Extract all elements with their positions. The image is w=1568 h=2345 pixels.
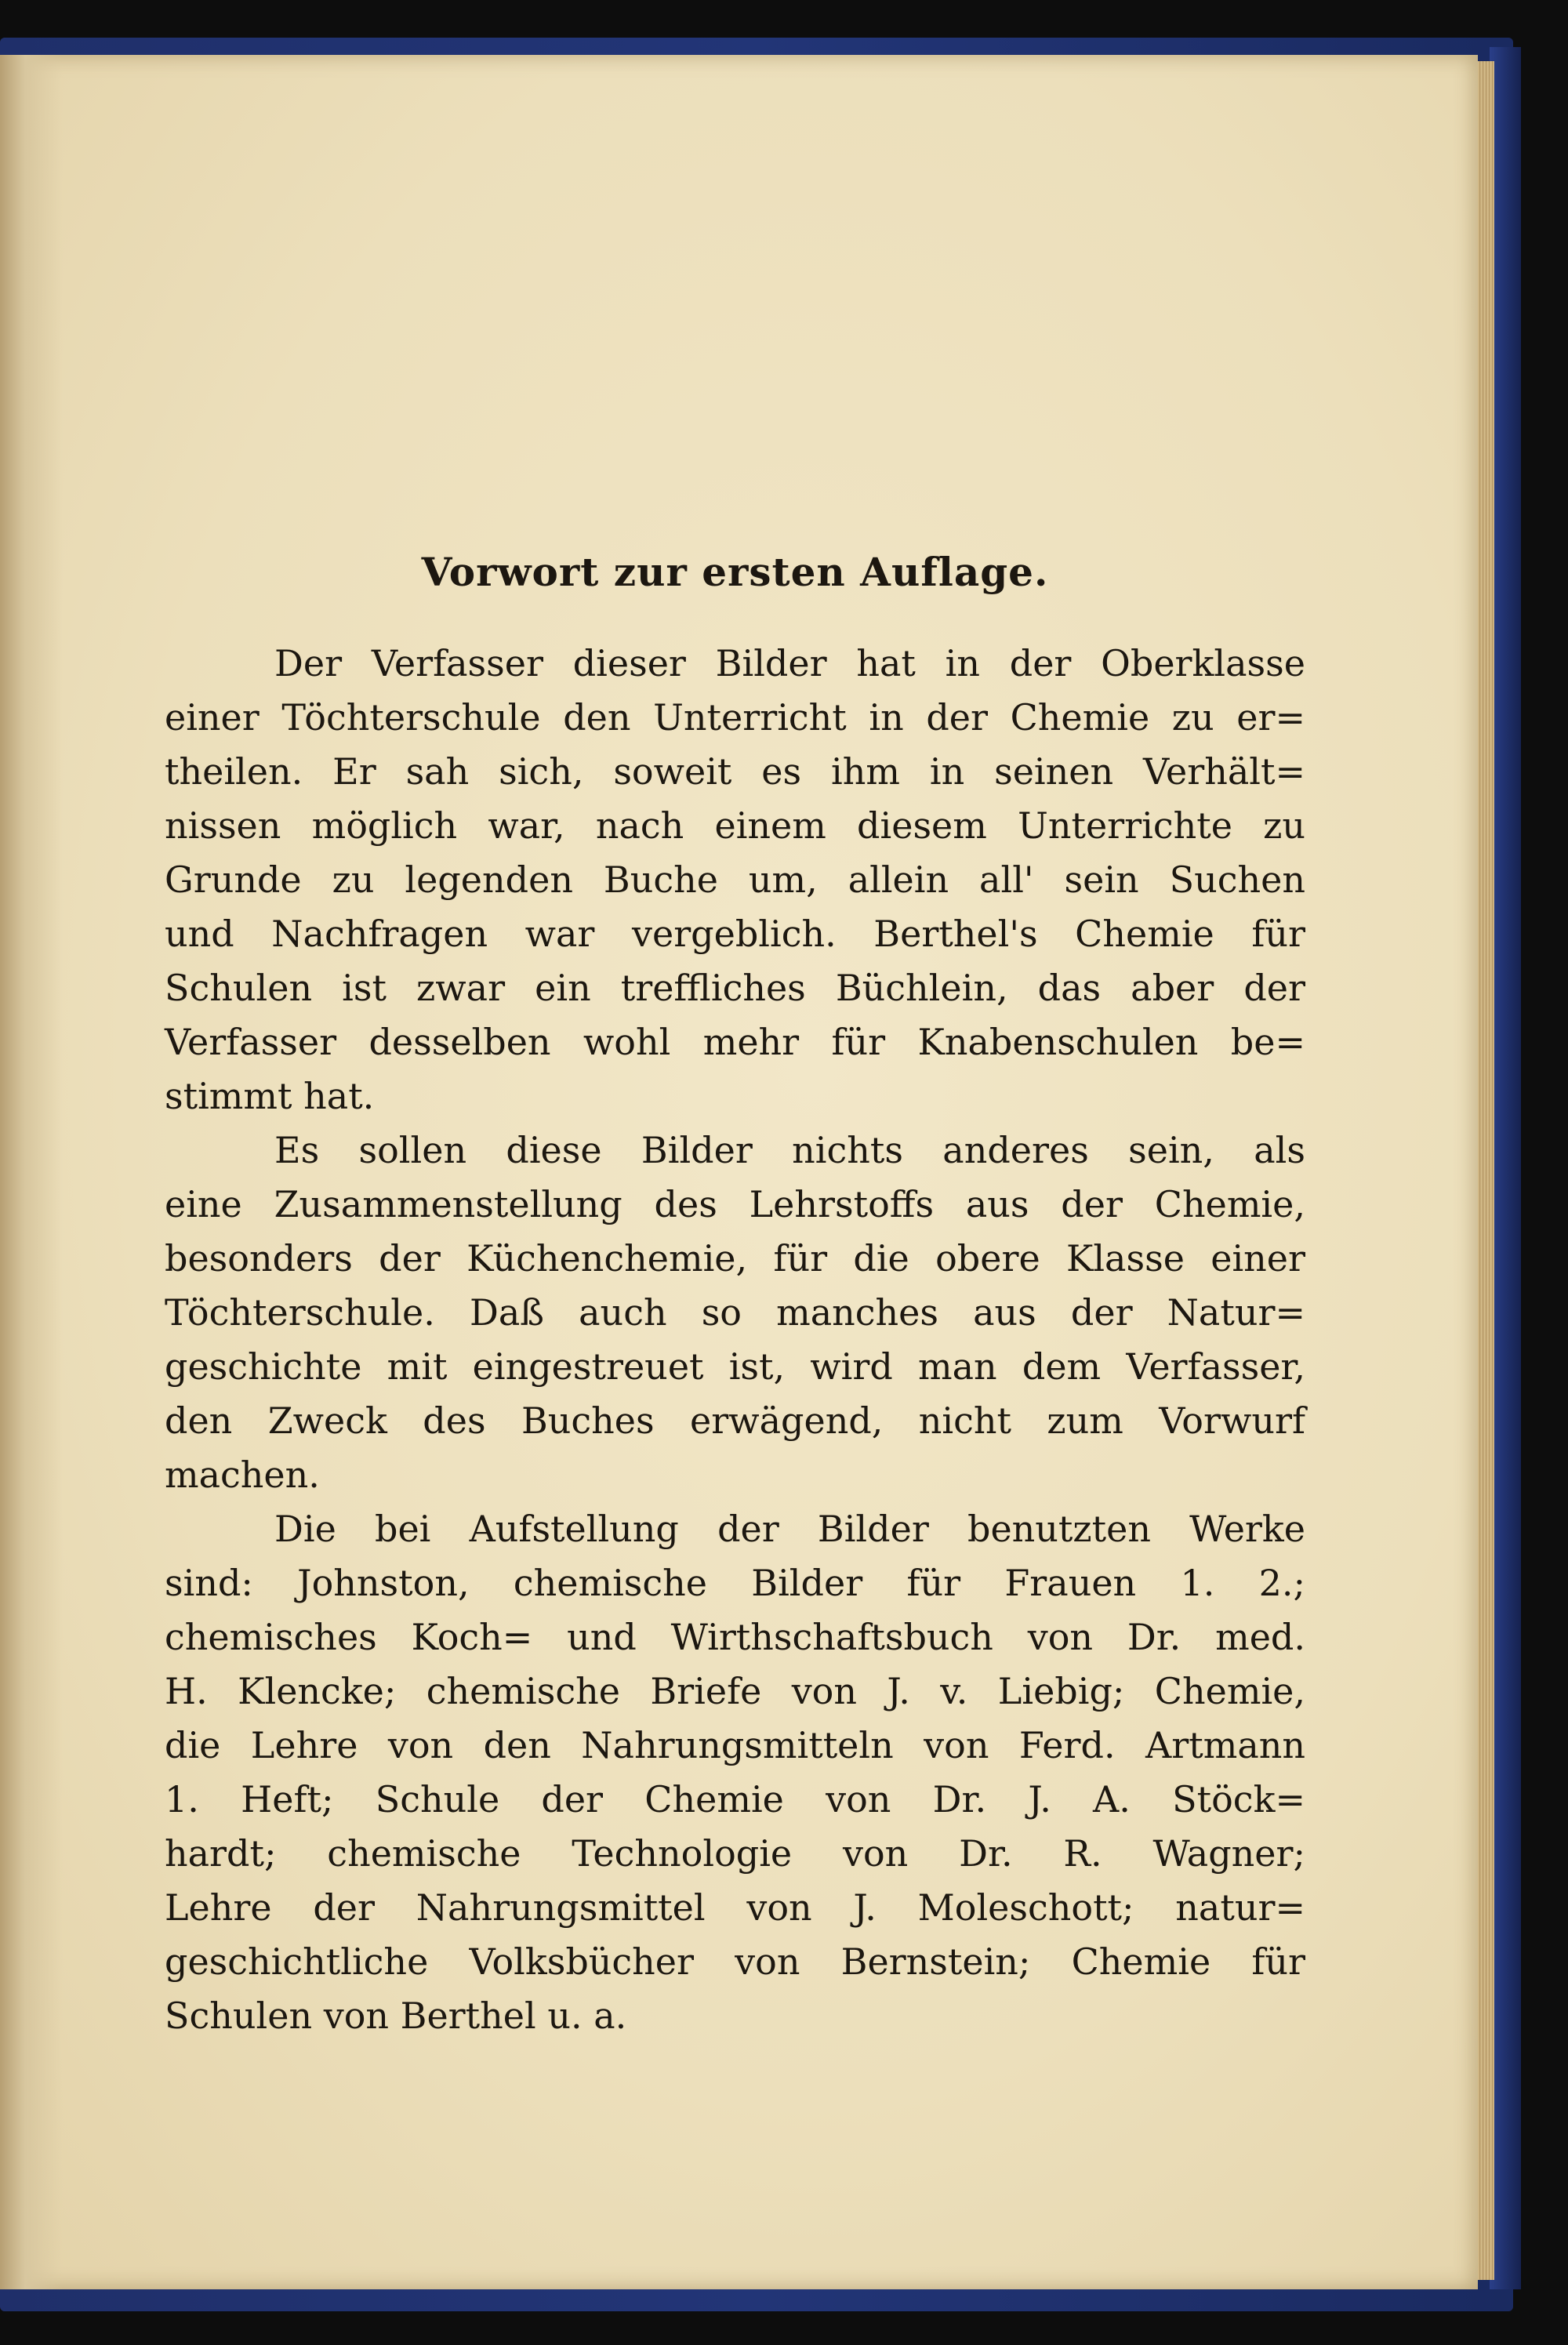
text-line: Schulen ist zwar ein treffliches Büchlein, das aber der xyxy=(165,967,1305,1009)
text-line: machen. xyxy=(165,1454,320,1496)
text-line: hardt; chemische Technologie von Dr. R. Wagner; xyxy=(165,1832,1305,1875)
paragraph-3 xyxy=(165,1502,1305,2043)
text-block xyxy=(165,549,1305,2043)
text-line: besonders der Küchenchemie, für die obere Klasse einer xyxy=(165,1237,1305,1280)
text-line: H. Klencke; chemische Briefe von J. v. Liebig; Chemie, xyxy=(165,1670,1305,1712)
text-line: geschichte mit eingestreuet ist, wird man dem Verfasser, xyxy=(165,1345,1305,1388)
text-line: Es sollen diese Bilder nichts anderes sein, als xyxy=(274,1129,1305,1171)
text-line: den Zweck des Buches erwägend, nicht zum Vorwurf xyxy=(165,1399,1305,1442)
paragraph-2 xyxy=(165,1123,1305,1502)
text-line: geschichtliche Volksbücher von Bernstein; Chemie für xyxy=(165,1940,1305,1983)
text-line: Lehre der Nahrungsmittel von J. Moleschott; natur= xyxy=(165,1886,1305,1929)
text-line: einer Töchterschule den Unterricht in der Chemie zu er= xyxy=(165,696,1305,739)
text-line: und Nachfragen war vergeblich. Berthel's Chemie für xyxy=(165,913,1305,955)
text-line: eine Zusammenstellung des Lehrstoffs aus der Chemie, xyxy=(165,1183,1305,1225)
text-line: sind: Johnston, chemische Bilder für Frauen 1. 2.; xyxy=(165,1562,1305,1604)
text-line: Die bei Aufstellung der Bilder benutzten Werke xyxy=(274,1508,1305,1550)
text-line: theilen. Er sah sich, soweit es ihm in seinen Verhält= xyxy=(165,750,1305,793)
text-line: Verfasser desselben wohl mehr für Knabenschulen be= xyxy=(165,1021,1305,1063)
text-line: stimmt hat. xyxy=(165,1075,375,1117)
text-line: chemisches Koch= und Wirthschaftsbuch von Dr. med. xyxy=(165,1616,1305,1658)
text-line: Töchterschule. Daß auch so manches aus der Natur= xyxy=(165,1291,1305,1334)
text-line: Grunde zu legenden Buche um, allein all' sein Suchen xyxy=(165,859,1305,901)
page-gutter xyxy=(0,55,63,2289)
text-line: die Lehre von den Nahrungsmitteln von Ferd. Artmann xyxy=(165,1724,1305,1766)
text-line: Der Verfasser dieser Bilder hat in der Oberklasse xyxy=(274,642,1305,684)
text-line: 1. Heft; Schule der Chemie von Dr. J. A. Stöck= xyxy=(165,1778,1305,1820)
text-line: nissen möglich war, nach einem diesem Unterrichte zu xyxy=(165,804,1305,847)
page-heading: Vorwort zur ersten Auflage. xyxy=(421,549,1049,595)
text-line: Schulen von Berthel u. a. xyxy=(165,1995,627,2037)
paragraph-1 xyxy=(165,637,1305,1123)
book-cover-edge xyxy=(1490,47,1521,2289)
